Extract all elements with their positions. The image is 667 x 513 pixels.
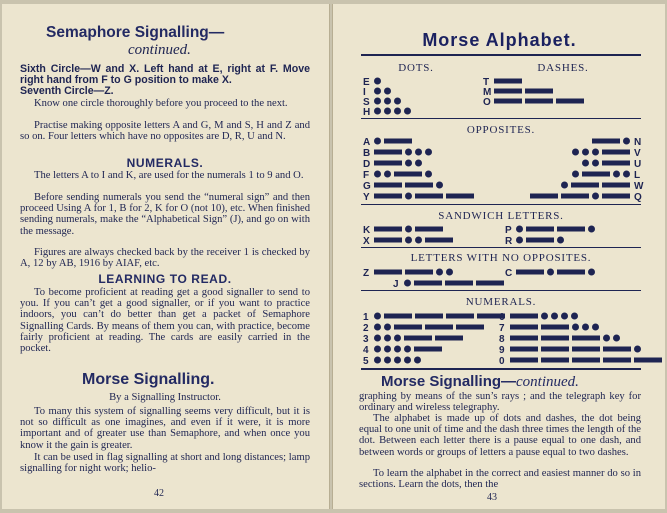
sandwich-right-code-p-dash bbox=[557, 227, 585, 232]
opposites-right-code-q-dash bbox=[561, 194, 589, 199]
numerals-right-letter-7: 7 bbox=[499, 323, 505, 334]
numerals-right-code-6-dot bbox=[551, 313, 558, 320]
opposites-right-letter-u: U bbox=[634, 159, 642, 170]
opposites-left-code-a-dash bbox=[384, 139, 412, 144]
morse-continued-heading bbox=[381, 373, 579, 391]
opposites-left-code-d-dash bbox=[374, 161, 402, 166]
dots-code-h-dot bbox=[394, 108, 401, 115]
sandwich-left-code-k-dash bbox=[374, 227, 402, 232]
sandwich-left-code-k-dot bbox=[405, 226, 412, 233]
numerals-right-code-7-dot bbox=[572, 324, 579, 331]
opposites-right-code-l-dot bbox=[613, 171, 620, 178]
numerals-paragraph-1: The letters A to I and K, are used for the numerals 1 to 9 and O. bbox=[34, 170, 304, 181]
opposites-left-code-b-dash bbox=[374, 150, 402, 155]
numerals-left-code-1-dot bbox=[374, 313, 381, 320]
numerals-left-code-3-dot bbox=[374, 335, 381, 342]
noopp-right-code-c-dash bbox=[516, 270, 544, 275]
numerals-left-code-4-dot bbox=[394, 346, 401, 353]
opposites-right-code-q-dot bbox=[592, 193, 599, 200]
numerals-right-code-0-dash bbox=[510, 358, 538, 363]
numerals-right-code-7-dash bbox=[510, 325, 538, 330]
numerals-right-code-9-dot bbox=[634, 346, 641, 353]
noopp-left-code-z-dot bbox=[446, 269, 453, 276]
opposites-left-letter-b: B bbox=[363, 148, 371, 159]
dots-heading: DOTS. bbox=[398, 62, 434, 74]
numerals-left-code-1-dash bbox=[415, 314, 443, 319]
opposites-right-code-n-dot bbox=[623, 138, 630, 145]
right-paragraph-2: The alphabet is made up of dots and dashes, the dot being equal to one unit of time and the dash three times the length of the dot. Between each letter there is a pause equal to one dash, and between words or groups of letters a pause equal to two dashes. bbox=[359, 413, 641, 458]
numerals-code-heading: NUMERALS. bbox=[465, 296, 537, 308]
opposites-left-code-f-dot bbox=[374, 171, 381, 178]
opposites-right-code-v-dot bbox=[572, 149, 579, 156]
numerals-right-code-6-dot bbox=[571, 313, 578, 320]
opposites-right-code-n-dash bbox=[592, 139, 620, 144]
opposites-left-code-b-dot bbox=[405, 149, 412, 156]
noopp-left-letter-j: J bbox=[393, 279, 399, 290]
learning-paragraph: To become proficient at reading get a good signaller to send to you. If you can’t get a good signaller, or if you want to practice indoors, you can’t do better than get a packet of Semaphore Signalling Cards. By means of them you can, with practice, become fairly proficient at reading. The cards are easily carried in the pocket. bbox=[20, 287, 310, 355]
opposites-right-code-w-dash bbox=[571, 183, 599, 188]
sandwich-left-code-x-dash bbox=[425, 238, 453, 243]
opposites-left-code-g-dash bbox=[405, 183, 433, 188]
morse-code-svg bbox=[333, 4, 665, 374]
numerals-right-code-9-dash bbox=[541, 347, 569, 352]
sandwich-left-code-k-dash bbox=[415, 227, 443, 232]
numerals-left-code-5-dot bbox=[404, 357, 411, 364]
opposites-right-code-v-dot bbox=[582, 149, 589, 156]
sandwich-right-code-r-dash bbox=[526, 238, 554, 243]
no-opposites-heading: LETTERS WITH NO OPPOSITES. bbox=[410, 252, 592, 264]
dashes-code-o-dash bbox=[525, 99, 553, 104]
numerals-left-code-2-dash bbox=[394, 325, 422, 330]
numerals-left-letter-5: 5 bbox=[363, 356, 369, 367]
dashes-code-o-dash bbox=[494, 99, 522, 104]
numerals-left-code-5-dot bbox=[374, 357, 381, 364]
dots-code-h-dot bbox=[404, 108, 411, 115]
dots-letter-e: E bbox=[363, 77, 370, 88]
dots-code-e-dot bbox=[374, 78, 381, 85]
numerals-right-code-7-dot bbox=[582, 324, 589, 331]
page-number-left: 42 bbox=[154, 488, 164, 499]
numerals-right-letter-9: 9 bbox=[499, 345, 505, 356]
noopp-right-code-c-dash bbox=[557, 270, 585, 275]
morse-continued-text: Morse Signalling— bbox=[381, 373, 517, 390]
opposites-left-letter-d: D bbox=[363, 159, 371, 170]
right-paragraph-3: To learn the alphabet in the correct and easiest manner do so in sections. Learn the dots, then the bbox=[359, 468, 641, 491]
opposites-left-code-f-dot bbox=[425, 171, 432, 178]
opposites-right-code-u-dash bbox=[602, 161, 630, 166]
opposites-right-letter-w: W bbox=[634, 181, 644, 192]
dashes-code-m-dash bbox=[494, 89, 522, 94]
semaphore-heading bbox=[46, 24, 224, 42]
numerals-right-code-8-dot bbox=[603, 335, 610, 342]
opposites-left-code-y-dot bbox=[405, 193, 412, 200]
opposites-left-code-y-dash bbox=[415, 194, 443, 199]
numerals-left-code-5-dot bbox=[394, 357, 401, 364]
practise-paragraph: Practise making opposite letters A and G, M and S, H and Z and so on. Four letters which have no opposites are D, R, U and N. bbox=[20, 120, 310, 143]
opposites-right-code-q-dash bbox=[530, 194, 558, 199]
opposites-left-code-b-dot bbox=[425, 149, 432, 156]
opposites-right-letter-v: V bbox=[634, 148, 641, 159]
numerals-left-code-5-dot bbox=[384, 357, 391, 364]
numerals-right-code-0-dash bbox=[634, 358, 662, 363]
numerals-left-code-1-dash bbox=[384, 314, 412, 319]
noopp-left-code-j-dash bbox=[476, 281, 504, 286]
noopp-left-code-z-dot bbox=[436, 269, 443, 276]
opposites-left-code-b-dot bbox=[415, 149, 422, 156]
sandwich-left-letter-k: K bbox=[363, 225, 371, 236]
dashes-letter-o: O bbox=[483, 97, 491, 108]
numerals-left-letter-2: 2 bbox=[363, 323, 369, 334]
dashes-code-t-dash bbox=[494, 79, 522, 84]
numerals-left-code-3-dash bbox=[404, 336, 432, 341]
numerals-right-letter-6: 6 bbox=[499, 312, 505, 323]
morse-paragraph-1: To many this system of signalling seems very difficult, but it is not so difficult as one imagines, and even if it were, it is more important and of greater use than Semaphore, and when once you know it the gain is greater. bbox=[20, 406, 310, 451]
numerals-right-code-7-dash bbox=[541, 325, 569, 330]
numerals-left-letter-1: 1 bbox=[363, 312, 369, 323]
know-one-paragraph: Know one circle thoroughly before you proceed to the next. bbox=[34, 98, 288, 109]
opposites-right-letter-l: L bbox=[634, 170, 641, 181]
page-number-right: 43 bbox=[487, 492, 497, 503]
opposites-right-letter-q: Q bbox=[634, 192, 642, 203]
opposites-left-letter-g: G bbox=[363, 181, 371, 192]
opposites-left-letter-f: F bbox=[363, 170, 370, 181]
semaphore-heading-continued: continued. bbox=[128, 42, 191, 58]
numerals-right-code-9-dash bbox=[603, 347, 631, 352]
morse-heading: Morse Signalling. bbox=[82, 371, 215, 388]
opposites-right-code-l-dash bbox=[582, 172, 610, 177]
noopp-left-code-z-dash bbox=[374, 270, 402, 275]
opposites-left-code-d-dot bbox=[415, 160, 422, 167]
opposites-left-letter-y: Y bbox=[363, 192, 370, 203]
opposites-left-code-f-dot bbox=[384, 171, 391, 178]
numerals-heading: NUMERALS. bbox=[126, 156, 204, 170]
numerals-paragraph-2: Before sending numerals you send the “numeral sign” and then proceed Using A for 1, B for 2, K for O (not 10), etc. When finished sending numerals, make the “Alphabetical Sign” (J), and go on with the message. bbox=[20, 192, 310, 237]
seventh-circle-paragraph: Seventh Circle—Z. bbox=[20, 85, 114, 97]
numerals-right-code-9-dash bbox=[510, 347, 538, 352]
right-paragraph-1: graphing by means of the sun’s rays ; and the telegraph key for ordinary and wireless telegraphy. bbox=[359, 391, 641, 414]
noopp-left-code-z-dash bbox=[405, 270, 433, 275]
numerals-right-letter-0: 0 bbox=[499, 356, 505, 367]
numerals-left-code-2-dot bbox=[384, 324, 391, 331]
opposites-right-letter-n: N bbox=[634, 137, 642, 148]
opposites-right-code-l-dot bbox=[623, 171, 630, 178]
semaphore-heading-text: Semaphore Signalling— bbox=[46, 24, 225, 41]
sandwich-left-code-x-dot bbox=[405, 237, 412, 244]
dashes-code-o-dash bbox=[556, 99, 584, 104]
sandwich-right-code-p-dash bbox=[526, 227, 554, 232]
opposites-right-code-q-dash bbox=[602, 194, 630, 199]
noopp-left-code-j-dash bbox=[445, 281, 473, 286]
dots-letter-h: H bbox=[363, 107, 371, 118]
opposites-left-code-f-dash bbox=[394, 172, 422, 177]
noopp-right-code-c-dot bbox=[547, 269, 554, 276]
noopp-left-code-j-dash bbox=[414, 281, 442, 286]
sandwich-left-code-x-dash bbox=[374, 238, 402, 243]
numerals-left-code-4-dot bbox=[404, 346, 411, 353]
dots-code-i-dot bbox=[384, 88, 391, 95]
noopp-left-code-j-dot bbox=[404, 280, 411, 287]
morse-paragraph-2: It can be used in flag signalling at short and long distances; lamp signalling for night work; helio- bbox=[20, 452, 310, 475]
numerals-left-code-2-dash bbox=[425, 325, 453, 330]
noopp-right-letter-c: C bbox=[505, 268, 513, 279]
numerals-left-letter-3: 3 bbox=[363, 334, 369, 345]
numerals-left-letter-4: 4 bbox=[363, 345, 369, 356]
dashes-letter-t: T bbox=[483, 77, 490, 88]
numerals-right-code-6-dot bbox=[541, 313, 548, 320]
numerals-right-code-6-dash bbox=[510, 314, 538, 319]
numerals-right-code-8-dash bbox=[541, 336, 569, 341]
sandwich-right-letter-r: R bbox=[505, 236, 513, 247]
numerals-left-code-2-dot bbox=[374, 324, 381, 331]
dots-code-h-dot bbox=[374, 108, 381, 115]
dashes-letter-m: M bbox=[483, 87, 492, 98]
numerals-right-code-6-dot bbox=[561, 313, 568, 320]
numerals-right-code-7-dot bbox=[592, 324, 599, 331]
numerals-left-code-3-dot bbox=[394, 335, 401, 342]
opposites-right-code-w-dot bbox=[561, 182, 568, 189]
opposites-left-code-y-dash bbox=[446, 194, 474, 199]
numerals-right-code-9-dash bbox=[572, 347, 600, 352]
opposites-left-code-g-dash bbox=[374, 183, 402, 188]
learning-heading: LEARNING TO READ. bbox=[98, 272, 232, 286]
sandwich-left-code-x-dot bbox=[415, 237, 422, 244]
numerals-left-code-4-dash bbox=[414, 347, 442, 352]
dashes-code-m-dash bbox=[525, 89, 553, 94]
opposites-left-letter-a: A bbox=[363, 137, 371, 148]
opposites-right-code-u-dot bbox=[582, 160, 589, 167]
numerals-right-code-8-dot bbox=[613, 335, 620, 342]
numerals-right-code-8-dash bbox=[572, 336, 600, 341]
sandwich-right-code-r-dot bbox=[516, 237, 523, 244]
byline: By a Signalling Instructor. bbox=[109, 392, 221, 403]
dots-letter-s: S bbox=[363, 97, 370, 108]
numerals-right-code-0-dash bbox=[541, 358, 569, 363]
dots-letter-i: I bbox=[363, 87, 366, 98]
opposites-right-code-v-dot bbox=[592, 149, 599, 156]
numerals-right-code-0-dash bbox=[603, 358, 631, 363]
sandwich-right-letter-p: P bbox=[505, 225, 512, 236]
dots-code-h-dot bbox=[384, 108, 391, 115]
sixth-circle-paragraph: Sixth Circle—W and X. Left hand at E, right at F. Move right hand from F to G position to make X. bbox=[20, 63, 310, 87]
sandwich-left-letter-x: X bbox=[363, 236, 370, 247]
numerals-left-code-3-dash bbox=[435, 336, 463, 341]
sandwich-right-code-r-dot bbox=[557, 237, 564, 244]
numerals-left-code-4-dot bbox=[384, 346, 391, 353]
numerals-left-code-3-dot bbox=[384, 335, 391, 342]
right-page bbox=[332, 4, 665, 509]
sandwich-heading: SANDWICH LETTERS. bbox=[438, 210, 564, 222]
opposites-right-code-l-dot bbox=[572, 171, 579, 178]
opposites-right-code-v-dash bbox=[602, 150, 630, 155]
opposites-left-code-y-dash bbox=[374, 194, 402, 199]
numerals-left-code-4-dot bbox=[374, 346, 381, 353]
numerals-left-code-2-dash bbox=[456, 325, 484, 330]
opposites-right-code-u-dot bbox=[592, 160, 599, 167]
numerals-right-code-8-dash bbox=[510, 336, 538, 341]
numerals-left-code-5-dot bbox=[414, 357, 421, 364]
dots-code-s-dot bbox=[394, 98, 401, 105]
opposites-left-code-a-dot bbox=[374, 138, 381, 145]
noopp-right-code-c-dot bbox=[588, 269, 595, 276]
opposites-left-code-g-dot bbox=[436, 182, 443, 189]
sandwich-right-code-p-dot bbox=[588, 226, 595, 233]
dots-code-i-dot bbox=[374, 88, 381, 95]
morse-alphabet-title: Morse Alphabet. bbox=[422, 30, 577, 50]
opposites-left-code-d-dot bbox=[405, 160, 412, 167]
left-page bbox=[2, 4, 330, 509]
opposites-heading: OPPOSITES. bbox=[466, 124, 536, 136]
sandwich-right-code-p-dot bbox=[516, 226, 523, 233]
numerals-left-code-1-dash bbox=[446, 314, 474, 319]
dots-code-s-dot bbox=[374, 98, 381, 105]
noopp-left-letter-z: Z bbox=[363, 268, 370, 279]
numerals-right-code-0-dash bbox=[572, 358, 600, 363]
opposites-right-code-w-dash bbox=[602, 183, 630, 188]
numerals-right-letter-8: 8 bbox=[499, 334, 505, 345]
dots-code-s-dot bbox=[384, 98, 391, 105]
dashes-heading: DASHES. bbox=[537, 62, 589, 74]
numerals-paragraph-3: Figures are always checked back by the receiver 1 is checked by A, 12 by AB, 1916 by AIAF, etc. bbox=[20, 247, 310, 270]
morse-continued-italic: continued. bbox=[516, 374, 579, 390]
